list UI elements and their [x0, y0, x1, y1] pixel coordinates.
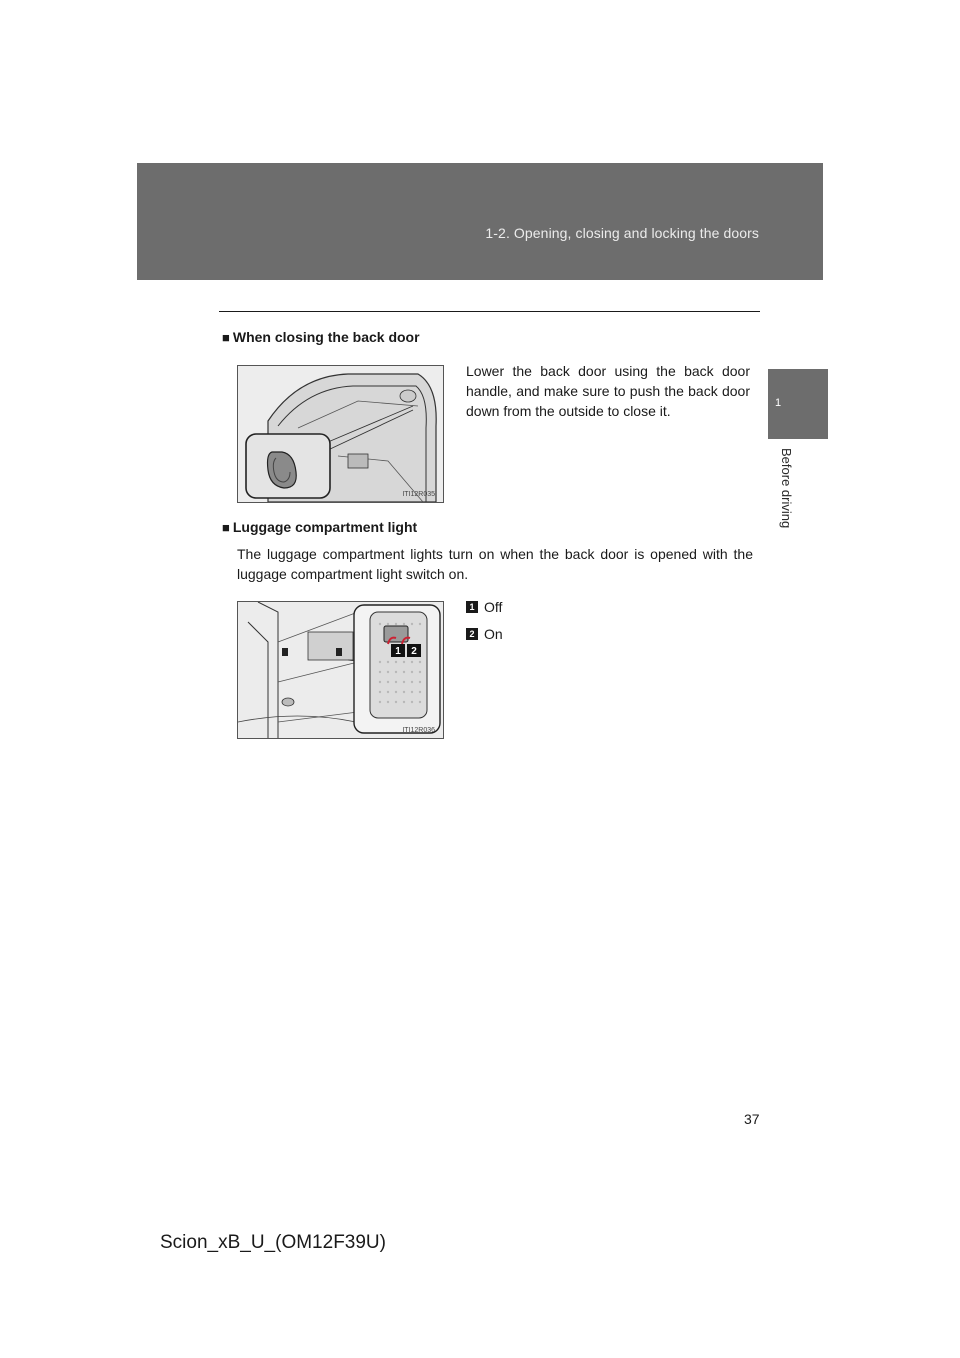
svg-text:2: 2	[411, 646, 417, 657]
svg-text:1: 1	[395, 646, 401, 657]
legend-off-label: Off	[484, 599, 503, 615]
figure-code: ITI12R036	[402, 727, 435, 734]
light-heading	[222, 519, 417, 535]
light-text: The luggage compartment lights turn on when the back door is opened with the luggage compartment light switch on.	[237, 546, 753, 582]
closing-text: Lower the back door using the back door handle, and make sure to push the back door down from the outside to close it.	[466, 363, 750, 419]
header-band	[137, 163, 823, 280]
legend-off	[466, 599, 502, 615]
back-door-illustration	[238, 366, 443, 502]
section-title: 1-2. Opening, closing and locking the doors	[485, 225, 759, 241]
legend-on-label: On	[484, 626, 503, 642]
legend-on	[466, 626, 503, 642]
divider	[219, 311, 760, 312]
chapter-number: 1	[774, 397, 782, 409]
figure-code: ITI12R035	[402, 491, 435, 498]
page-number: 37	[744, 1111, 760, 1127]
bullet-square-icon: ■	[222, 520, 230, 535]
back-door-figure	[237, 365, 444, 503]
footer-doc-id: Scion_xB_U_(OM12F39U)	[160, 1232, 386, 1253]
badge-1: 1	[466, 601, 478, 613]
luggage-light-figure	[237, 601, 444, 739]
chapter-label: Before driving	[779, 448, 794, 529]
chapter-tab	[768, 369, 828, 439]
luggage-light-illustration	[238, 602, 443, 738]
badge-2: 2	[466, 628, 478, 640]
bullet-square-icon: ■	[222, 330, 230, 345]
closing-heading-text: When closing the back door	[232, 329, 420, 345]
light-heading-text: Luggage compartment light	[232, 519, 418, 535]
closing-heading	[222, 329, 420, 345]
